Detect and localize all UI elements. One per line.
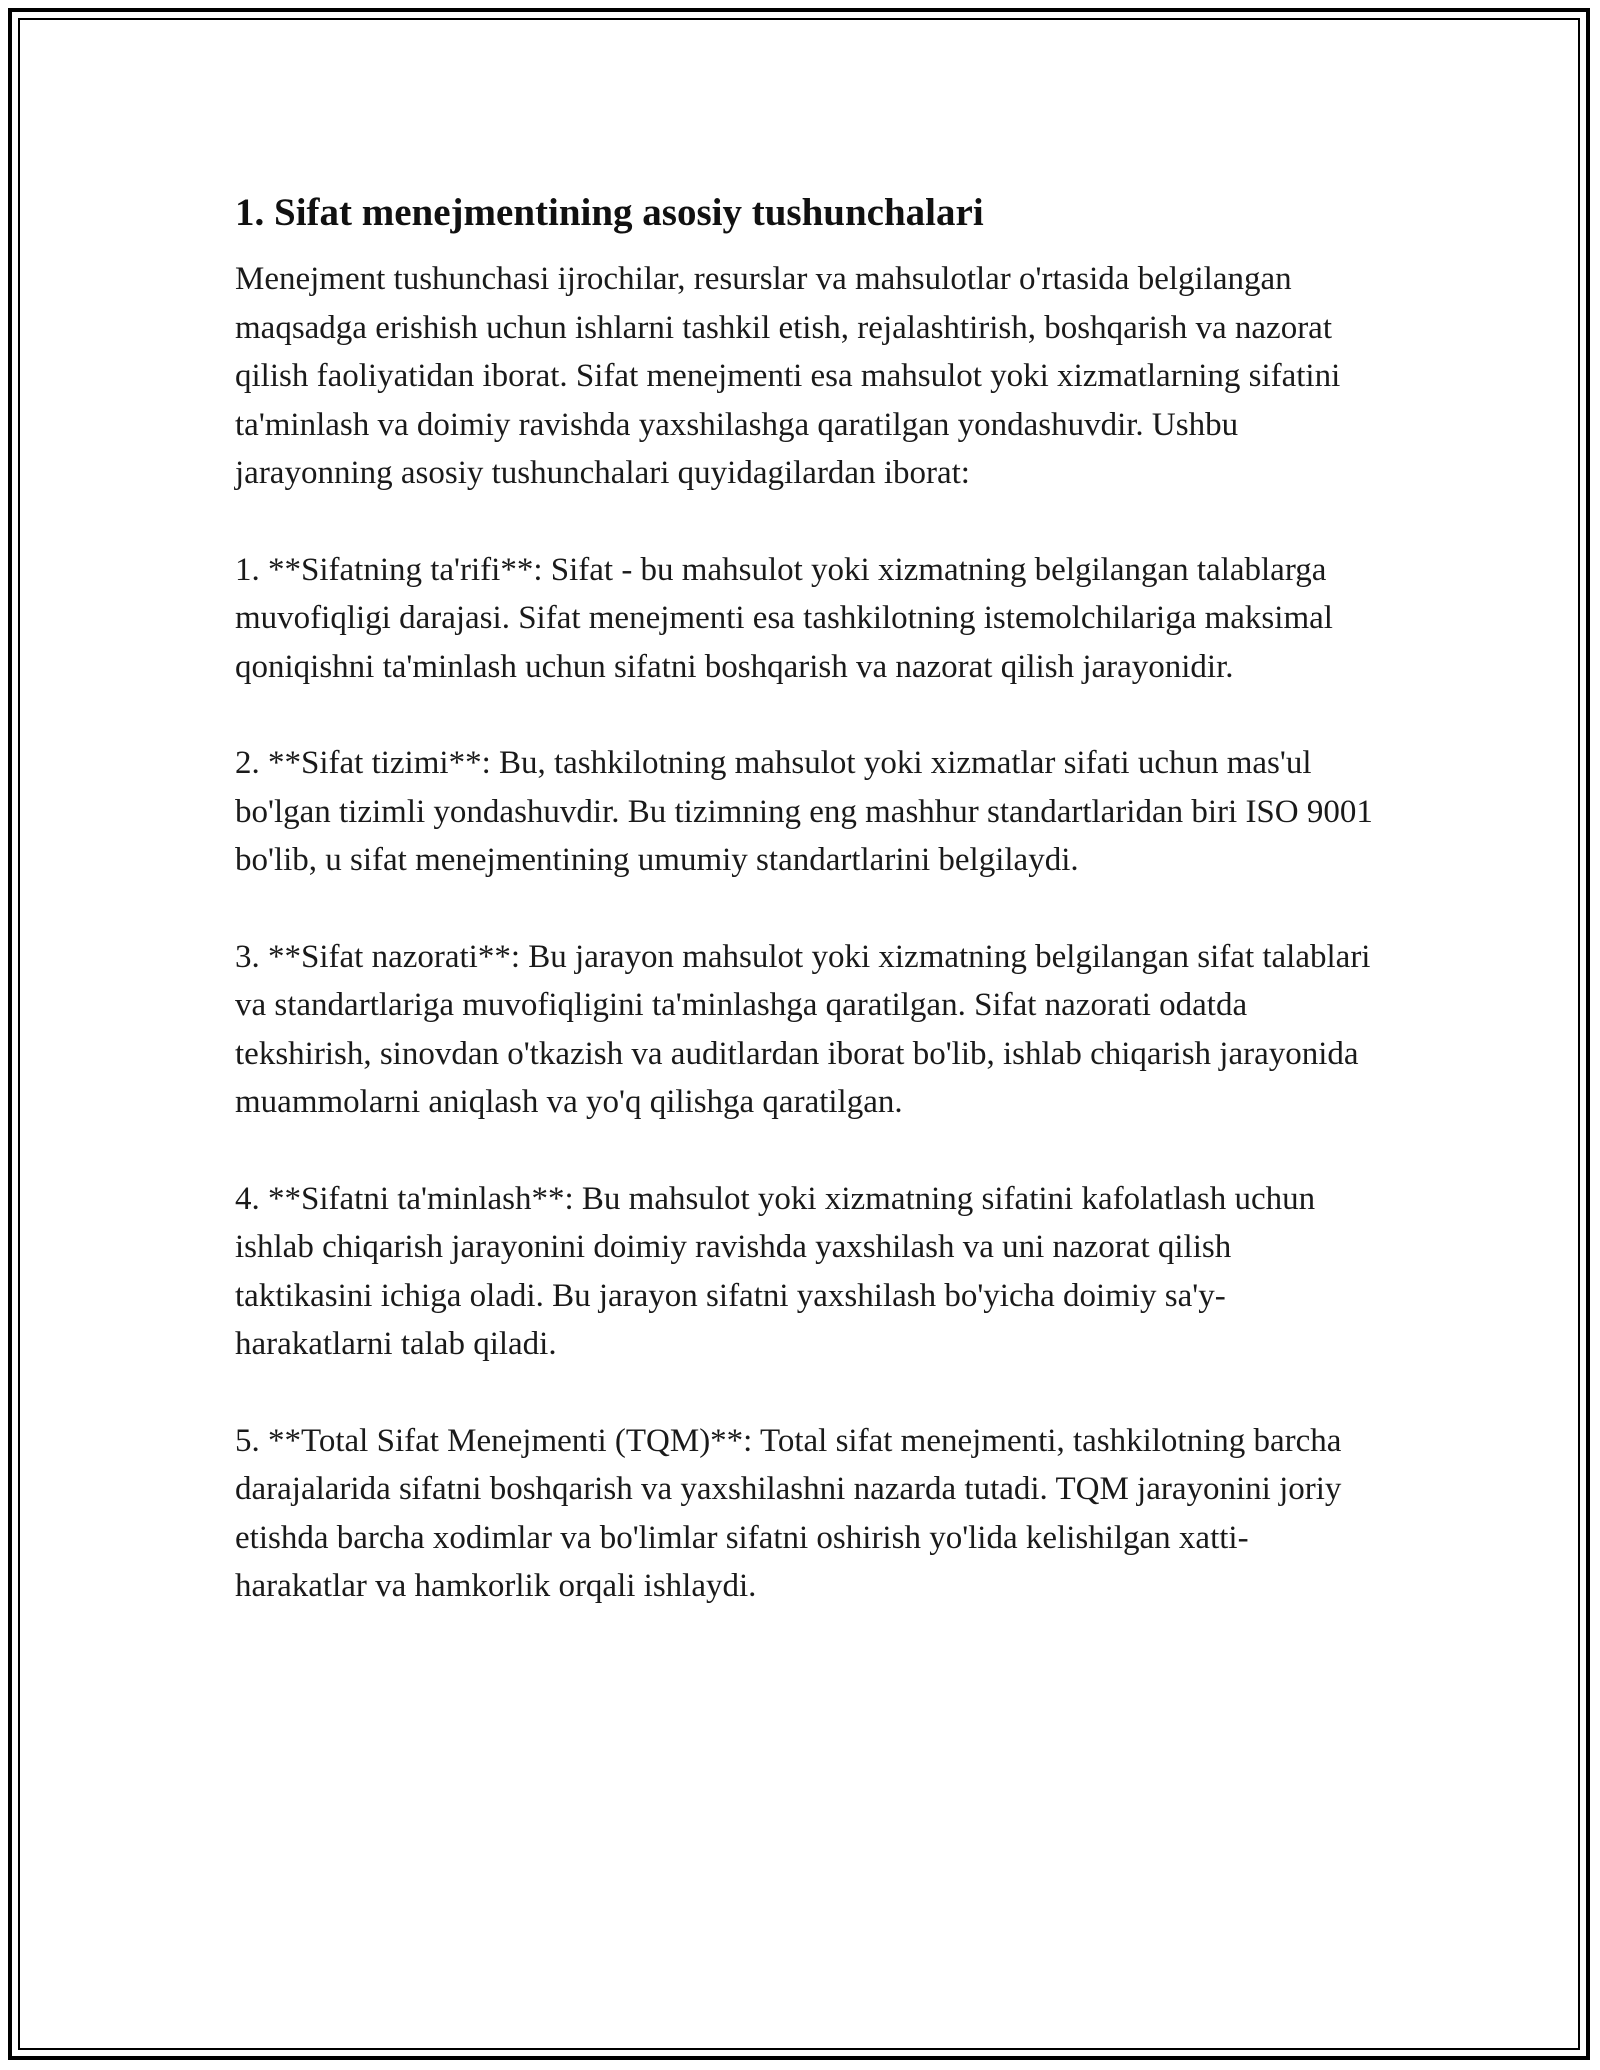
list-item-total-sifat-menejmenti: 5. **Total Sifat Menejmenti (TQM)**: Total sifat menejmenti, tashkilotning barcha darajalarida sifatni boshqarish va yaxshilashni nazarda tutadi. TQM jarayonini joriy etishda barcha xodimlar va bo'limlar sifatni oshirish yo'lida kelishilgan xatti-harakatlar va hamkorlik orqali ishlaydi. — [235, 1422, 1342, 1604]
list-item-sifatning-tarifi: 1. **Sifatning ta'rifi**: Sifat - bu mahsulot yoki xizmatning belgilangan talablarga muvofiqligi darajasi. Sifat menejmenti esa tashkilotning istemolchilariga maksimal qoniqishni ta'minlash uchun sifatni boshqarish va nazorat qilish jarayonidir. — [235, 551, 1333, 685]
list-item-sifat-nazorati: 3. **Sifat nazorati**: Bu jarayon mahsulot yoki xizmatning belgilangan sifat talablari va standartlariga muvofiqligini ta'minlashga qaratilgan. Sifat nazorati odatda tekshirish, sinovdan o'tkazish va auditlardan iborat bo'lib, ishlab chiqarish jarayonida muammolarni aniqlash va yo'q qilishga qaratilgan. — [235, 938, 1371, 1120]
document-body — [235, 185, 1375, 1659]
intro-paragraph: Menejment tushunchasi ijrochilar, resurslar va mahsulotlar o'rtasida belgilangan maqsadga erishish uchun ishlarni tashkil etish, rejalashtirish, boshqarish va nazorat qilish faoliyatidan iborat. Sifat menejmenti esa mahsulot yoki xizmatlarning sifatini ta'minlash va doimiy ravishda yaxshilashga qaratilgan yondashuvdir. Ushbu jarayonning asosiy tushunchalari quyidagilardan iborat: — [235, 261, 1341, 491]
document-title: 1. Sifat menejmentining asosiy tushunchalari — [235, 191, 984, 234]
list-item-sifat-tizimi: 2. **Sifat tizimi**: Bu, tashkilotning mahsulot yoki xizmatlar sifati uchun mas'ul bo'lgan tizimli yondashuvdir. Bu tizimning eng mashhur standartlaridan biri ISO 9001 bo'lib, u sifat menejmentining umumiy standartlarini belgilaydi. — [235, 745, 1373, 878]
list-item-sifatni-taminlash: 4. **Sifatni ta'minlash**: Bu mahsulot yoki xizmatning sifatini kafolatlash uchun ishlab chiqarish jarayonini doimiy ravishda yaxshilash va uni nazorat qilish taktikasini ichiga oladi. Bu jarayon sifatni yaxshilash bo'yicha doimiy sa'y-harakatlarni talab qiladi. — [235, 1180, 1316, 1362]
